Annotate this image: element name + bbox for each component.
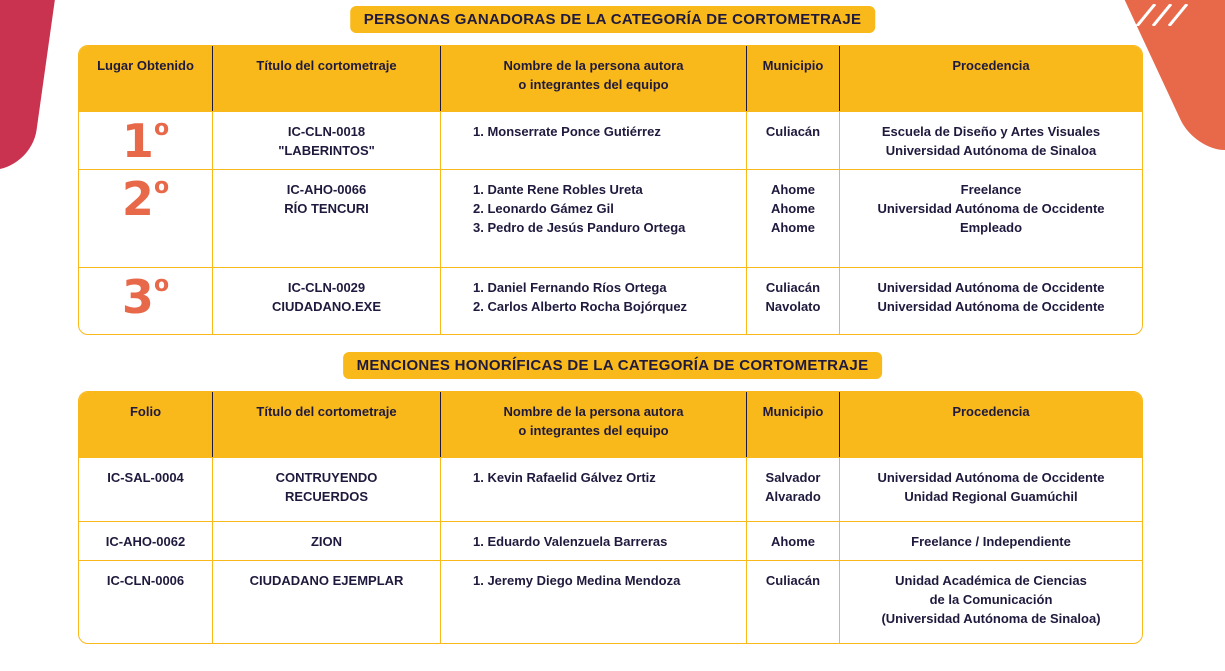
author: 2. Leonardo Gámez Gil bbox=[473, 201, 614, 216]
film-cell bbox=[212, 458, 440, 521]
film-cell bbox=[212, 112, 440, 169]
film-cell bbox=[212, 268, 440, 334]
municipality-cell bbox=[746, 268, 839, 334]
winners-table bbox=[78, 45, 1143, 335]
origin-cell bbox=[839, 170, 1142, 267]
authors-cell bbox=[440, 522, 746, 560]
author: 2. Carlos Alberto Rocha Bojórquez bbox=[473, 299, 688, 314]
origin: (Universidad Autónoma de Sinaloa) bbox=[881, 611, 1101, 626]
origin-cell bbox=[839, 522, 1142, 560]
film-cell bbox=[212, 170, 440, 267]
film-title: CIUDADANO EJEMPLAR bbox=[249, 573, 404, 588]
municipality: Ahome bbox=[770, 201, 816, 216]
header-municipality: Municipio bbox=[746, 392, 839, 457]
author: 1. Dante Rene Robles Ureta bbox=[473, 182, 643, 197]
municipality-cell bbox=[746, 112, 839, 169]
header-origin: Procedencia bbox=[839, 46, 1142, 111]
film-title: CONTRUYENDO bbox=[275, 470, 378, 485]
authors-cell bbox=[440, 112, 746, 169]
origin: Universidad Autónoma de Occidente bbox=[877, 299, 1105, 314]
municipality: Culiacán bbox=[765, 280, 821, 295]
mentions-table-header bbox=[79, 392, 1142, 457]
municipality-cell bbox=[746, 522, 839, 560]
author: 1. Eduardo Valenzuela Barreras bbox=[473, 534, 668, 549]
origin-cell bbox=[839, 112, 1142, 169]
winners-section-title: PERSONAS GANADORAS DE LA CATEGORÍA DE CORTOMETRAJE bbox=[350, 6, 876, 33]
municipality: Ahome bbox=[770, 220, 816, 235]
origin: Escuela de Diseño y Artes Visuales bbox=[881, 124, 1101, 139]
table-row bbox=[79, 457, 1142, 521]
header-municipality: Municipio bbox=[746, 46, 839, 111]
film-title: CIUDADANO.EXE bbox=[271, 299, 382, 314]
place-second: 2$^o$ bbox=[121, 172, 170, 226]
origin: Universidad Autónoma de Occidente bbox=[877, 201, 1105, 216]
decorative-shape-left bbox=[0, 0, 59, 170]
header-title: Título del cortometraje bbox=[212, 392, 440, 457]
table-row bbox=[79, 267, 1142, 334]
header-authors-line1: Nombre de la persona autora bbox=[503, 404, 684, 419]
authors-cell bbox=[440, 170, 746, 267]
authors-cell bbox=[440, 561, 746, 643]
municipality: Alvarado bbox=[765, 489, 821, 504]
origin: Freelance bbox=[960, 182, 1022, 197]
folio-cell: IC-SAL-0004 bbox=[107, 470, 184, 485]
origin-cell bbox=[839, 458, 1142, 521]
header-authors bbox=[440, 46, 746, 111]
author: 1. Daniel Fernando Ríos Ortega bbox=[473, 280, 667, 295]
folio-cell: IC-CLN-0006 bbox=[106, 573, 185, 588]
municipality: Salvador bbox=[765, 470, 821, 485]
film-title: ZION bbox=[310, 534, 343, 549]
winners-table-header bbox=[79, 46, 1142, 111]
authors-cell bbox=[440, 268, 746, 334]
municipality-cell bbox=[746, 458, 839, 521]
municipality: Culiacán bbox=[765, 124, 821, 139]
table-row bbox=[79, 169, 1142, 267]
header-folio: Folio bbox=[129, 404, 162, 419]
header-authors-line2: o integrantes del equipo bbox=[518, 423, 669, 438]
municipality-cell bbox=[746, 170, 839, 267]
place-third: 3$^o$ bbox=[121, 270, 170, 324]
origin: Empleado bbox=[959, 220, 1023, 235]
mentions-section-title: MENCIONES HONORÍFICAS DE LA CATEGORÍA DE CORTOMETRAJE bbox=[343, 352, 883, 379]
film-code: IC-AHO-0066 bbox=[286, 182, 367, 197]
municipality: Ahome bbox=[770, 182, 816, 197]
place-first: 1$^o$ bbox=[121, 114, 170, 168]
header-authors-line1: Nombre de la persona autora bbox=[503, 58, 684, 73]
author: 3. Pedro de Jesús Panduro Ortega bbox=[473, 220, 686, 235]
header-authors-line2: o integrantes del equipo bbox=[518, 77, 669, 92]
film-title: RÍO TENCURI bbox=[284, 201, 369, 216]
author: 1. Monserrate Ponce Gutiérrez bbox=[473, 124, 661, 139]
origin: Universidad Autónoma de Occidente bbox=[877, 280, 1105, 295]
municipality: Navolato bbox=[765, 299, 821, 314]
origin: Universidad Autónoma de Sinaloa bbox=[885, 143, 1097, 158]
film-code: IC-CLN-0018 bbox=[287, 124, 366, 139]
origin-cell bbox=[839, 268, 1142, 334]
film-cell bbox=[212, 561, 440, 643]
origin: Unidad Regional Guamúchil bbox=[904, 489, 1078, 504]
folio-cell: IC-AHO-0062 bbox=[105, 534, 186, 549]
table-row bbox=[79, 560, 1142, 643]
authors-cell bbox=[440, 458, 746, 521]
origin: Freelance / Independiente bbox=[911, 534, 1071, 549]
municipality-cell bbox=[746, 561, 839, 643]
header-place: Lugar Obtenido bbox=[97, 58, 194, 73]
origin-cell bbox=[839, 561, 1142, 643]
author: 1. Kevin Rafaelid Gálvez Ortiz bbox=[473, 470, 656, 485]
origin: Unidad Académica de Ciencias bbox=[895, 573, 1087, 588]
film-title: RECUERDOS bbox=[284, 489, 369, 504]
header-authors bbox=[440, 392, 746, 457]
table-row bbox=[79, 111, 1142, 169]
film-code: IC-CLN-0029 bbox=[287, 280, 366, 295]
author: 1. Jeremy Diego Medina Mendoza bbox=[473, 573, 681, 588]
municipality: Culiacán bbox=[765, 573, 821, 588]
origin: de la Comunicación bbox=[929, 592, 1053, 607]
municipality: Ahome bbox=[770, 534, 816, 549]
mentions-table bbox=[78, 391, 1143, 644]
film-title: "LABERINTOS" bbox=[278, 143, 375, 158]
origin: Universidad Autónoma de Occidente bbox=[877, 470, 1105, 485]
decorative-stripes bbox=[1127, 4, 1197, 26]
film-cell bbox=[212, 522, 440, 560]
header-title: Título del cortometraje bbox=[212, 46, 440, 111]
table-row bbox=[79, 521, 1142, 560]
header-origin: Procedencia bbox=[839, 392, 1142, 457]
